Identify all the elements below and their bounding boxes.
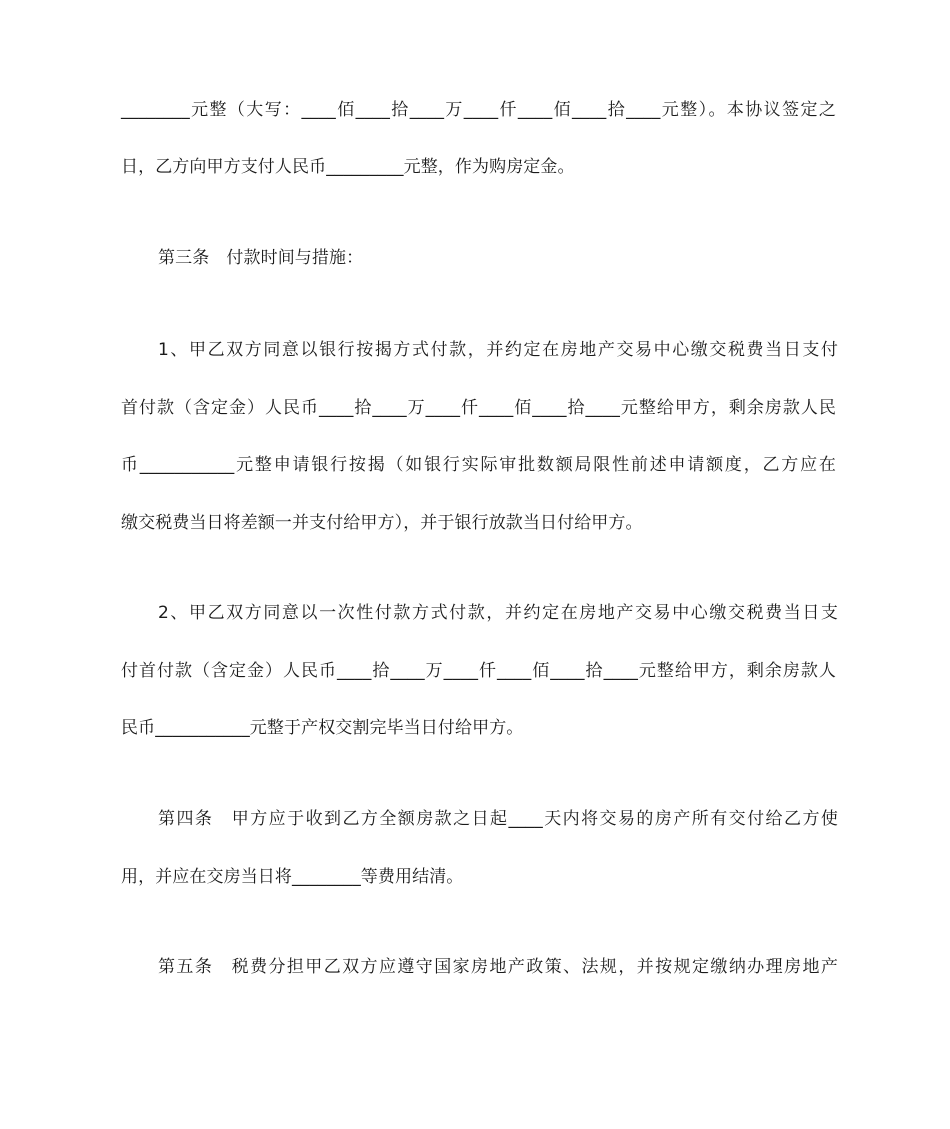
item-2-line-3: 民币___________元整于产权交割完毕当日付给甲方。 [121,718,524,738]
item-1-line-3: 币___________元整申请银行按揭（如银行实际审批数额局限性前述申请额度，乙方应在 [121,455,836,475]
price-capital-line-2: 日，乙方向甲方支付人民币_________元整，作为购房定金。 [121,157,575,177]
item-1-line-2: 首付款（含定金）人民币____拾____万____仟____佰____拾____元整给甲方，剩余房款人民 [121,398,836,418]
article-5-line-1: 第五条 税费分担甲乙双方应遵守国家房地产政策、法规，并按规定缴纳办理房地产 [158,957,838,977]
article-3-heading: 第三条 付款时间与措施： [158,248,364,268]
item-2-line-2: 付首付款（含定金）人民币____拾____万____仟____佰____拾____元整给甲方，剩余房款人 [121,661,836,681]
article-4-line-2: 用，并应在交房当日将________等费用结清。 [121,867,464,887]
item-1-line-1: 1、甲乙双方同意以银行按揭方式付款，并约定在房地产交易中心缴交税费当日支付 [158,340,838,360]
article-4-line-1: 第四条 甲方应于收到乙方全额房款之日起____天内将交易的房产所有交付给乙方使 [158,809,838,829]
item-1-line-4: 缴交税费当日将差额一并支付给甲方），并于银行放款当日付给甲方。 [121,513,643,533]
item-2-line-1: 2、甲乙双方同意以一次性付款方式付款，并约定在房地产交易中心缴交税费当日支 [158,603,838,623]
price-capital-line-1: ________元整（大写：____佰____拾____万____仟____佰____拾____元整）。本协议签定之 [121,100,836,120]
